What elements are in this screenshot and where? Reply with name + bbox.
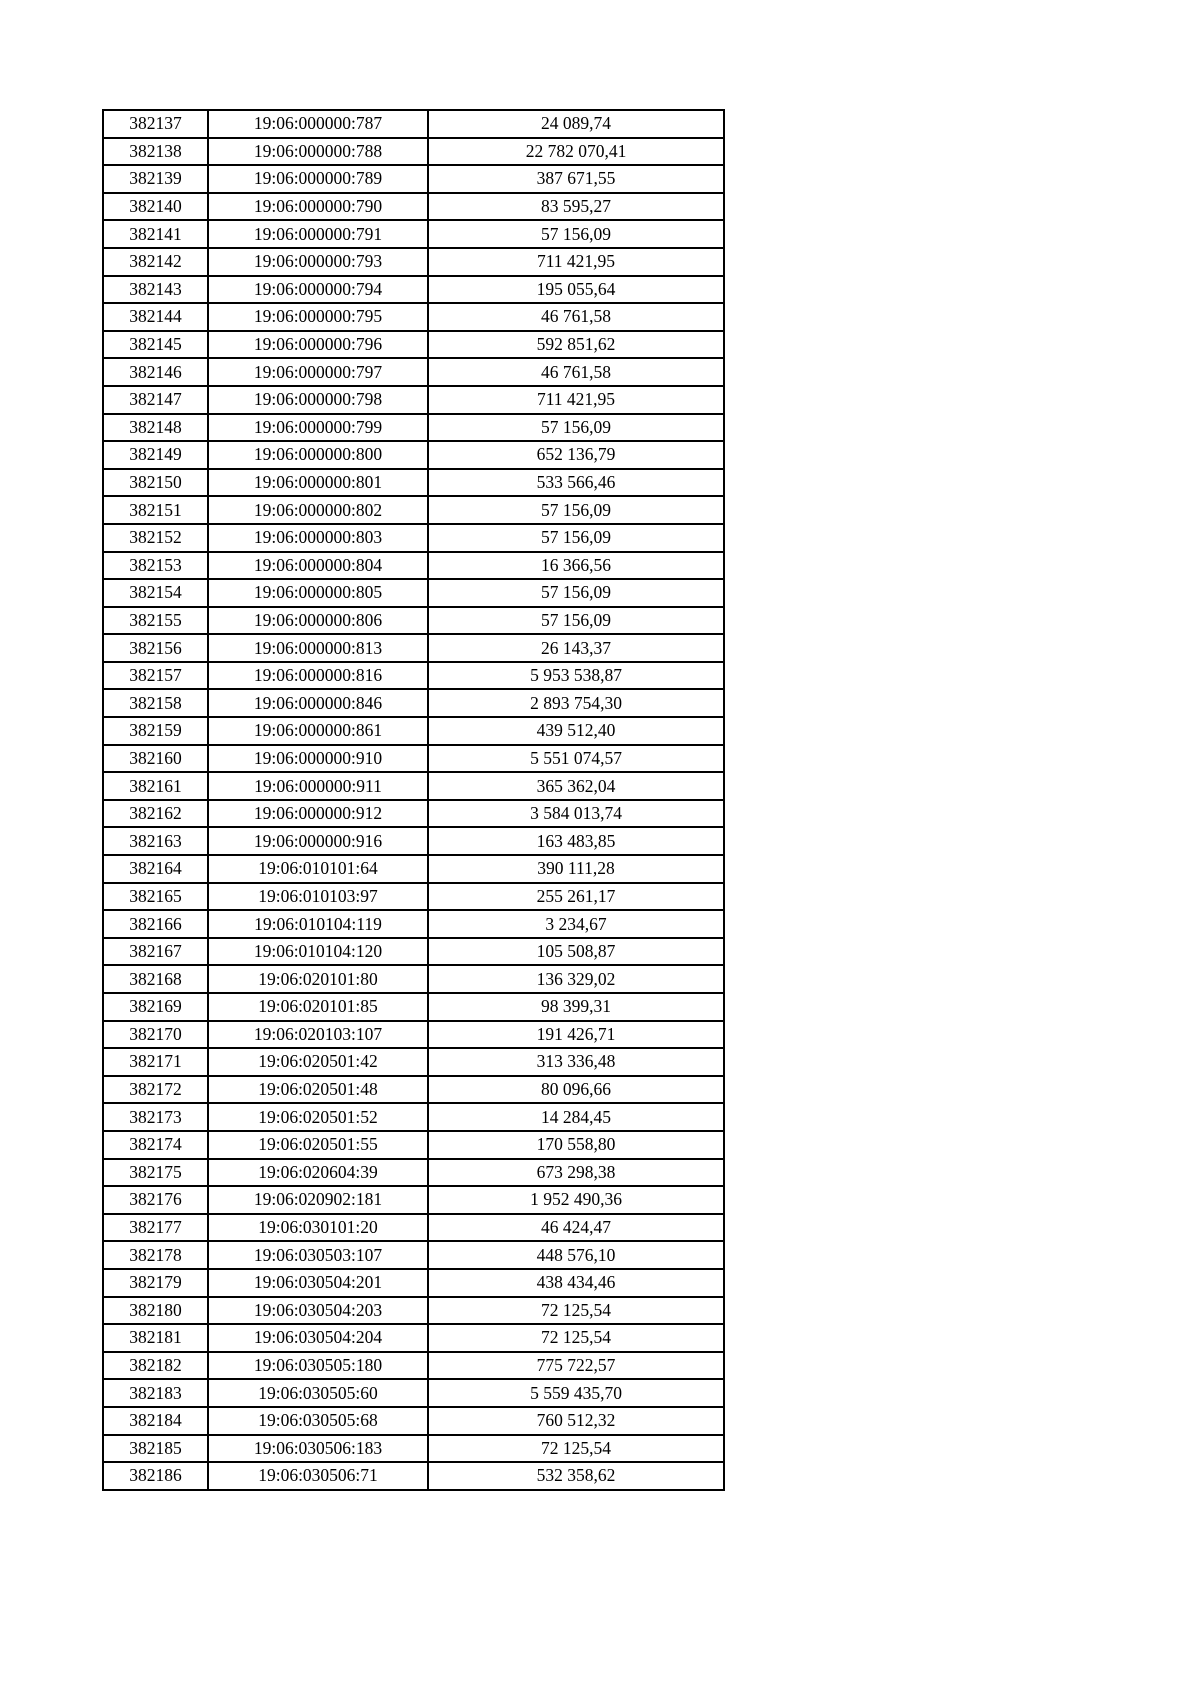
table-row xyxy=(103,1159,724,1187)
table-row xyxy=(103,165,724,193)
value-cell: 16 366,56 xyxy=(428,552,724,580)
cadastral-number-cell: 19:06:020103:107 xyxy=(208,1021,428,1049)
table-row xyxy=(103,607,724,635)
cadastral-number-cell: 19:06:030503:107 xyxy=(208,1241,428,1269)
row-number-cell: 382139 xyxy=(103,165,208,193)
row-number-cell: 382177 xyxy=(103,1214,208,1242)
value-cell: 5 559 435,70 xyxy=(428,1379,724,1407)
table-row xyxy=(103,441,724,469)
row-number-cell: 382150 xyxy=(103,469,208,497)
row-number-cell: 382169 xyxy=(103,993,208,1021)
cadastral-number-cell: 19:06:020101:80 xyxy=(208,965,428,993)
value-cell: 438 434,46 xyxy=(428,1269,724,1297)
row-number-cell: 382140 xyxy=(103,193,208,221)
value-cell: 46 424,47 xyxy=(428,1214,724,1242)
cadastral-number-cell: 19:06:000000:790 xyxy=(208,193,428,221)
table-row xyxy=(103,855,724,883)
value-cell: 533 566,46 xyxy=(428,469,724,497)
row-number-cell: 382158 xyxy=(103,689,208,717)
row-number-cell: 382166 xyxy=(103,910,208,938)
table-row xyxy=(103,993,724,1021)
table-row xyxy=(103,469,724,497)
value-cell: 57 156,09 xyxy=(428,496,724,524)
row-number-cell: 382141 xyxy=(103,220,208,248)
row-number-cell: 382164 xyxy=(103,855,208,883)
value-cell: 72 125,54 xyxy=(428,1435,724,1463)
table-row xyxy=(103,662,724,690)
value-cell: 72 125,54 xyxy=(428,1297,724,1325)
value-cell: 448 576,10 xyxy=(428,1241,724,1269)
cadastral-number-cell: 19:06:030505:68 xyxy=(208,1407,428,1435)
row-number-cell: 382173 xyxy=(103,1103,208,1131)
row-number-cell: 382178 xyxy=(103,1241,208,1269)
row-number-cell: 382145 xyxy=(103,331,208,359)
cadastral-number-cell: 19:06:010101:64 xyxy=(208,855,428,883)
value-cell: 3 584 013,74 xyxy=(428,800,724,828)
table-row xyxy=(103,745,724,773)
row-number-cell: 382181 xyxy=(103,1324,208,1352)
value-cell: 105 508,87 xyxy=(428,938,724,966)
value-cell: 711 421,95 xyxy=(428,386,724,414)
row-number-cell: 382153 xyxy=(103,552,208,580)
cadastral-number-cell: 19:06:000000:806 xyxy=(208,607,428,635)
value-cell: 57 156,09 xyxy=(428,579,724,607)
row-number-cell: 382147 xyxy=(103,386,208,414)
row-number-cell: 382175 xyxy=(103,1159,208,1187)
table-row xyxy=(103,276,724,304)
table-row xyxy=(103,496,724,524)
row-number-cell: 382170 xyxy=(103,1021,208,1049)
cadastral-number-cell: 19:06:000000:912 xyxy=(208,800,428,828)
value-cell: 80 096,66 xyxy=(428,1076,724,1104)
row-number-cell: 382165 xyxy=(103,883,208,911)
table-row xyxy=(103,1379,724,1407)
row-number-cell: 382185 xyxy=(103,1435,208,1463)
row-number-cell: 382149 xyxy=(103,441,208,469)
row-number-cell: 382186 xyxy=(103,1462,208,1490)
cadastral-number-cell: 19:06:000000:801 xyxy=(208,469,428,497)
value-cell: 57 156,09 xyxy=(428,220,724,248)
row-number-cell: 382155 xyxy=(103,607,208,635)
value-cell: 57 156,09 xyxy=(428,524,724,552)
cadastral-number-cell: 19:06:020604:39 xyxy=(208,1159,428,1187)
cadastral-number-cell: 19:06:000000:813 xyxy=(208,634,428,662)
row-number-cell: 382179 xyxy=(103,1269,208,1297)
cadastral-number-cell: 19:06:000000:802 xyxy=(208,496,428,524)
table-row xyxy=(103,1352,724,1380)
cadastral-number-cell: 19:06:000000:803 xyxy=(208,524,428,552)
table-row xyxy=(103,800,724,828)
cadastral-number-cell: 19:06:000000:797 xyxy=(208,358,428,386)
table-row xyxy=(103,552,724,580)
cadastral-number-cell: 19:06:010104:120 xyxy=(208,938,428,966)
table-row xyxy=(103,1048,724,1076)
cadastral-number-cell: 19:06:000000:805 xyxy=(208,579,428,607)
table-row xyxy=(103,1241,724,1269)
value-cell: 98 399,31 xyxy=(428,993,724,1021)
cadastral-number-cell: 19:06:000000:793 xyxy=(208,248,428,276)
cadastral-number-cell: 19:06:000000:816 xyxy=(208,662,428,690)
value-cell: 24 089,74 xyxy=(428,110,724,138)
table-row xyxy=(103,717,724,745)
value-cell: 46 761,58 xyxy=(428,358,724,386)
row-number-cell: 382176 xyxy=(103,1186,208,1214)
value-cell: 313 336,48 xyxy=(428,1048,724,1076)
cadastral-number-cell: 19:06:000000:791 xyxy=(208,220,428,248)
cadastral-number-cell: 19:06:030504:204 xyxy=(208,1324,428,1352)
row-number-cell: 382144 xyxy=(103,303,208,331)
table-row xyxy=(103,138,724,166)
row-number-cell: 382168 xyxy=(103,965,208,993)
value-cell: 255 261,17 xyxy=(428,883,724,911)
value-cell: 22 782 070,41 xyxy=(428,138,724,166)
cadastral-number-cell: 19:06:000000:910 xyxy=(208,745,428,773)
cadastral-number-cell: 19:06:030505:60 xyxy=(208,1379,428,1407)
value-cell: 163 483,85 xyxy=(428,827,724,855)
table-row xyxy=(103,1214,724,1242)
value-cell: 3 234,67 xyxy=(428,910,724,938)
cadastral-number-cell: 19:06:020101:85 xyxy=(208,993,428,1021)
row-number-cell: 382180 xyxy=(103,1297,208,1325)
value-cell: 2 893 754,30 xyxy=(428,689,724,717)
row-number-cell: 382183 xyxy=(103,1379,208,1407)
row-number-cell: 382142 xyxy=(103,248,208,276)
data-table xyxy=(102,109,725,1491)
table-row xyxy=(103,1435,724,1463)
cadastral-number-cell: 19:06:020501:55 xyxy=(208,1131,428,1159)
value-cell: 1 952 490,36 xyxy=(428,1186,724,1214)
row-number-cell: 382146 xyxy=(103,358,208,386)
value-cell: 136 329,02 xyxy=(428,965,724,993)
table-row xyxy=(103,827,724,855)
table-row xyxy=(103,386,724,414)
row-number-cell: 382156 xyxy=(103,634,208,662)
value-cell: 14 284,45 xyxy=(428,1103,724,1131)
cadastral-number-cell: 19:06:000000:804 xyxy=(208,552,428,580)
cadastral-number-cell: 19:06:030101:20 xyxy=(208,1214,428,1242)
table-row xyxy=(103,1076,724,1104)
value-cell: 387 671,55 xyxy=(428,165,724,193)
row-number-cell: 382160 xyxy=(103,745,208,773)
row-number-cell: 382138 xyxy=(103,138,208,166)
cadastral-number-cell: 19:06:030504:201 xyxy=(208,1269,428,1297)
cadastral-number-cell: 19:06:000000:798 xyxy=(208,386,428,414)
table-row xyxy=(103,772,724,800)
value-cell: 5 953 538,87 xyxy=(428,662,724,690)
cadastral-number-cell: 19:06:020501:52 xyxy=(208,1103,428,1131)
row-number-cell: 382151 xyxy=(103,496,208,524)
table-row xyxy=(103,1324,724,1352)
table-row xyxy=(103,1462,724,1490)
table-row xyxy=(103,1186,724,1214)
table-row xyxy=(103,248,724,276)
table-row xyxy=(103,414,724,442)
cadastral-number-cell: 19:06:000000:799 xyxy=(208,414,428,442)
value-cell: 83 595,27 xyxy=(428,193,724,221)
row-number-cell: 382161 xyxy=(103,772,208,800)
cadastral-number-cell: 19:06:000000:861 xyxy=(208,717,428,745)
cadastral-number-cell: 19:06:020501:42 xyxy=(208,1048,428,1076)
table-row xyxy=(103,634,724,662)
cadastral-number-cell: 19:06:000000:911 xyxy=(208,772,428,800)
row-number-cell: 382143 xyxy=(103,276,208,304)
value-cell: 711 421,95 xyxy=(428,248,724,276)
row-number-cell: 382137 xyxy=(103,110,208,138)
cadastral-number-cell: 19:06:000000:796 xyxy=(208,331,428,359)
cadastral-number-cell: 19:06:030506:183 xyxy=(208,1435,428,1463)
value-cell: 532 358,62 xyxy=(428,1462,724,1490)
table-row xyxy=(103,303,724,331)
table-row xyxy=(103,1131,724,1159)
value-cell: 46 761,58 xyxy=(428,303,724,331)
value-cell: 195 055,64 xyxy=(428,276,724,304)
table-row xyxy=(103,1103,724,1131)
cadastral-number-cell: 19:06:000000:795 xyxy=(208,303,428,331)
table-row xyxy=(103,1269,724,1297)
value-cell: 72 125,54 xyxy=(428,1324,724,1352)
value-cell: 439 512,40 xyxy=(428,717,724,745)
table-row xyxy=(103,1297,724,1325)
table-row xyxy=(103,193,724,221)
cadastral-number-cell: 19:06:000000:846 xyxy=(208,689,428,717)
table-row xyxy=(103,110,724,138)
row-number-cell: 382172 xyxy=(103,1076,208,1104)
cadastral-number-cell: 19:06:000000:788 xyxy=(208,138,428,166)
value-cell: 365 362,04 xyxy=(428,772,724,800)
table-row xyxy=(103,965,724,993)
cadastral-number-cell: 19:06:030504:203 xyxy=(208,1297,428,1325)
table-row xyxy=(103,331,724,359)
cadastral-number-cell: 19:06:000000:789 xyxy=(208,165,428,193)
value-cell: 170 558,80 xyxy=(428,1131,724,1159)
value-cell: 57 156,09 xyxy=(428,607,724,635)
value-cell: 760 512,32 xyxy=(428,1407,724,1435)
value-cell: 26 143,37 xyxy=(428,634,724,662)
cadastral-number-cell: 19:06:010104:119 xyxy=(208,910,428,938)
row-number-cell: 382182 xyxy=(103,1352,208,1380)
table-row xyxy=(103,1407,724,1435)
cadastral-number-cell: 19:06:010103:97 xyxy=(208,883,428,911)
table-row xyxy=(103,689,724,717)
row-number-cell: 382159 xyxy=(103,717,208,745)
value-cell: 673 298,38 xyxy=(428,1159,724,1187)
row-number-cell: 382163 xyxy=(103,827,208,855)
row-number-cell: 382162 xyxy=(103,800,208,828)
table-row xyxy=(103,910,724,938)
row-number-cell: 382174 xyxy=(103,1131,208,1159)
value-cell: 191 426,71 xyxy=(428,1021,724,1049)
cadastral-number-cell: 19:06:030505:180 xyxy=(208,1352,428,1380)
cadastral-number-cell: 19:06:000000:916 xyxy=(208,827,428,855)
value-cell: 5 551 074,57 xyxy=(428,745,724,773)
table-row xyxy=(103,1021,724,1049)
row-number-cell: 382148 xyxy=(103,414,208,442)
cadastral-number-cell: 19:06:000000:800 xyxy=(208,441,428,469)
value-cell: 390 111,28 xyxy=(428,855,724,883)
row-number-cell: 382152 xyxy=(103,524,208,552)
value-cell: 592 851,62 xyxy=(428,331,724,359)
table-row xyxy=(103,358,724,386)
cadastral-number-cell: 19:06:020501:48 xyxy=(208,1076,428,1104)
row-number-cell: 382154 xyxy=(103,579,208,607)
value-cell: 57 156,09 xyxy=(428,414,724,442)
cadastral-number-cell: 19:06:030506:71 xyxy=(208,1462,428,1490)
table-row xyxy=(103,220,724,248)
row-number-cell: 382171 xyxy=(103,1048,208,1076)
table-row xyxy=(103,938,724,966)
row-number-cell: 382157 xyxy=(103,662,208,690)
cadastral-number-cell: 19:06:000000:787 xyxy=(208,110,428,138)
value-cell: 775 722,57 xyxy=(428,1352,724,1380)
table-body xyxy=(103,110,724,1490)
table-row xyxy=(103,883,724,911)
table-row xyxy=(103,524,724,552)
cadastral-number-cell: 19:06:020902:181 xyxy=(208,1186,428,1214)
row-number-cell: 382184 xyxy=(103,1407,208,1435)
table-row xyxy=(103,579,724,607)
row-number-cell: 382167 xyxy=(103,938,208,966)
value-cell: 652 136,79 xyxy=(428,441,724,469)
cadastral-number-cell: 19:06:000000:794 xyxy=(208,276,428,304)
